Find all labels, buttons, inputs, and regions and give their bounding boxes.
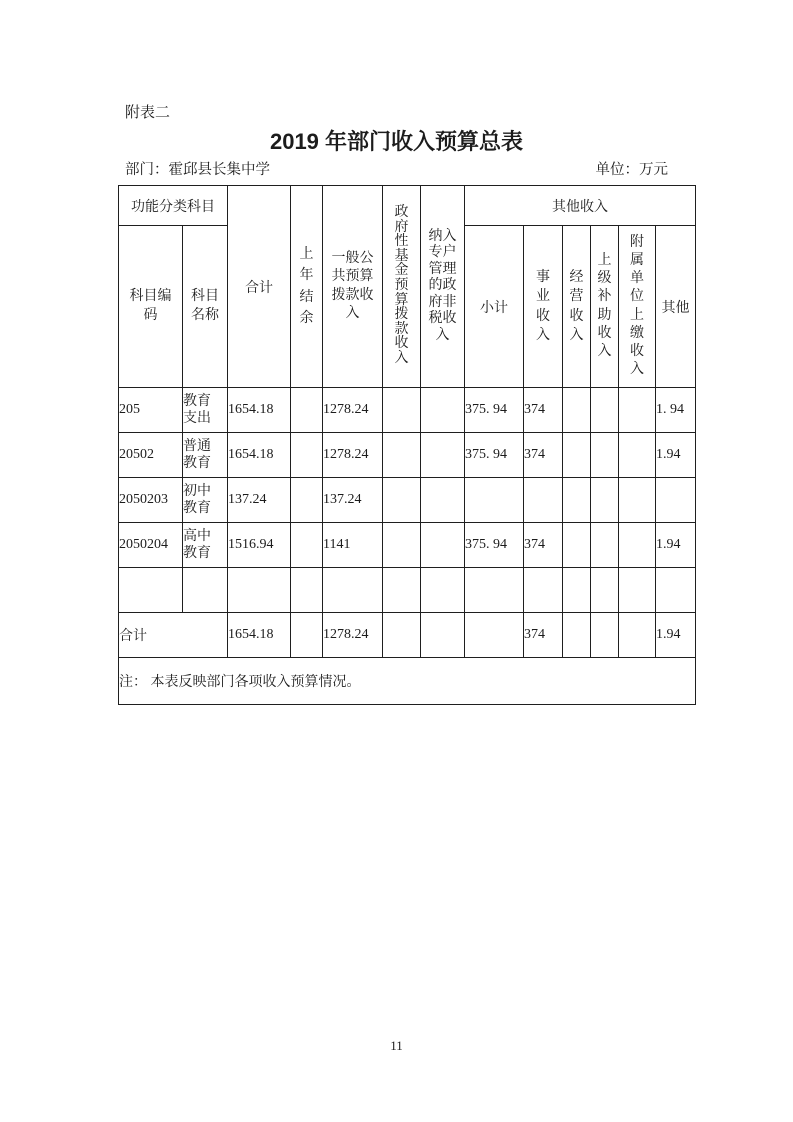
table-cell	[183, 478, 228, 523]
table-cell	[228, 568, 291, 613]
table-cell	[421, 433, 465, 478]
table-cell	[619, 613, 656, 658]
page-title: 2019 年部门收入预算总表	[269, 129, 524, 154]
table-cell	[291, 523, 323, 568]
table-cell	[591, 568, 619, 613]
table-cell	[619, 388, 656, 433]
table-cell: 1278.24	[323, 388, 383, 433]
subject-name-text: 高中教育	[183, 528, 211, 561]
subject-name-text: 教育支出	[183, 393, 211, 426]
table-cell: 1.94	[656, 523, 696, 568]
header-total: 合计	[228, 186, 291, 388]
table-cell: 1654.18	[228, 613, 291, 658]
table-cell	[563, 568, 591, 613]
table-note: 注： 本表反映部门各项收入预算情况。	[119, 658, 696, 705]
table-cell: 374	[524, 523, 563, 568]
table-cell	[563, 433, 591, 478]
note-row	[119, 658, 696, 705]
table-cell	[619, 523, 656, 568]
table-cell	[524, 568, 563, 613]
table-cell	[656, 568, 696, 613]
table-cell	[383, 523, 421, 568]
table-cell	[421, 568, 465, 613]
table-cell	[524, 478, 563, 523]
table-cell: 1278.24	[323, 433, 383, 478]
table-footer	[119, 658, 696, 705]
table-cell	[421, 523, 465, 568]
table-cell	[656, 478, 696, 523]
table-cell: 374	[524, 433, 563, 478]
table-cell: 374	[524, 388, 563, 433]
table-cell	[421, 478, 465, 523]
table-cell	[421, 388, 465, 433]
table-row	[119, 568, 696, 613]
table-cell	[465, 613, 524, 658]
table-cell	[591, 388, 619, 433]
header-business-income: 事业收入	[524, 226, 563, 388]
table-cell	[323, 568, 383, 613]
header-general-public-budget-income: 一般公共预算拨款收入	[323, 186, 383, 388]
table-cell	[619, 478, 656, 523]
table-cell	[291, 478, 323, 523]
header-other-income-group: 其他收入	[465, 186, 696, 226]
table-cell	[183, 388, 228, 433]
header-special-account-nontax-income: 纳入专户管理的政府非税收入	[421, 186, 465, 388]
table-cell: 137.24	[323, 478, 383, 523]
table-cell	[591, 478, 619, 523]
table-cell	[183, 568, 228, 613]
header-subject-name: 科目名称	[183, 226, 228, 388]
table-cell	[383, 568, 421, 613]
table-cell: 1654.18	[228, 433, 291, 478]
subject-name-text: 普通教育	[183, 438, 211, 471]
table-cell	[619, 568, 656, 613]
table-row	[119, 478, 696, 523]
table-cell	[291, 613, 323, 658]
budget-table	[118, 185, 696, 705]
table-cell: 375. 94	[465, 433, 524, 478]
table-cell: 1.94	[656, 433, 696, 478]
header-superior-subsidy-income: 上级补助收入	[591, 226, 619, 388]
table-cell: 合计	[119, 613, 228, 658]
table-cell: 1.94	[656, 613, 696, 658]
table-cell	[563, 523, 591, 568]
table-cell	[563, 478, 591, 523]
table-cell: 2050204	[119, 523, 183, 568]
table-header	[119, 186, 696, 388]
header-subtotal: 小计	[465, 226, 524, 388]
table-cell	[563, 388, 591, 433]
table-row	[119, 613, 696, 658]
table-cell	[291, 388, 323, 433]
table-cell: 1278.24	[323, 613, 383, 658]
table-cell: 1141	[323, 523, 383, 568]
table-cell: 1516.94	[228, 523, 291, 568]
table-body	[119, 388, 696, 658]
header-subject-code: 科目编码	[119, 226, 183, 388]
header-prev-year-balance: 上年结余	[291, 186, 323, 388]
table-row	[119, 433, 696, 478]
table-cell	[465, 568, 524, 613]
table-cell	[119, 568, 183, 613]
table-row	[119, 523, 696, 568]
table-cell: 375. 94	[465, 523, 524, 568]
table-cell	[591, 433, 619, 478]
annex-label: 附表二	[125, 105, 171, 121]
table-cell: 1654.18	[228, 388, 291, 433]
header-gov-fund-budget-income: 政府性基金预算拨款收入	[383, 186, 421, 388]
header-row-1	[119, 186, 696, 226]
subject-name-text: 初中教育	[183, 483, 211, 516]
table-cell	[591, 613, 619, 658]
table-row	[119, 388, 696, 433]
table-cell: 137.24	[228, 478, 291, 523]
table-cell	[619, 433, 656, 478]
department-line: 部门：霍邱县长集中学	[125, 162, 270, 178]
header-operating-income: 经营收入	[563, 226, 591, 388]
table-cell	[383, 613, 421, 658]
table-cell	[465, 478, 524, 523]
table-cell: 1. 94	[656, 388, 696, 433]
header-func-category-group: 功能分类科目	[119, 186, 228, 226]
table-cell	[291, 568, 323, 613]
header-affiliated-unit-income: 附属单位上缴收入	[619, 226, 656, 388]
table-cell	[421, 613, 465, 658]
table-cell	[183, 433, 228, 478]
table-cell	[383, 433, 421, 478]
table-cell: 2050203	[119, 478, 183, 523]
table-cell: 375. 94	[465, 388, 524, 433]
header-other: 其他	[656, 226, 696, 388]
unit-line: 单位：万元	[595, 162, 668, 178]
table-cell	[291, 433, 323, 478]
table-cell	[383, 388, 421, 433]
table-cell	[383, 478, 421, 523]
table-cell: 374	[524, 613, 563, 658]
table-cell	[183, 523, 228, 568]
table-cell	[591, 523, 619, 568]
table-cell: 20502	[119, 433, 183, 478]
page-number: 11	[390, 1038, 403, 1053]
table-cell	[563, 613, 591, 658]
table-cell: 205	[119, 388, 183, 433]
